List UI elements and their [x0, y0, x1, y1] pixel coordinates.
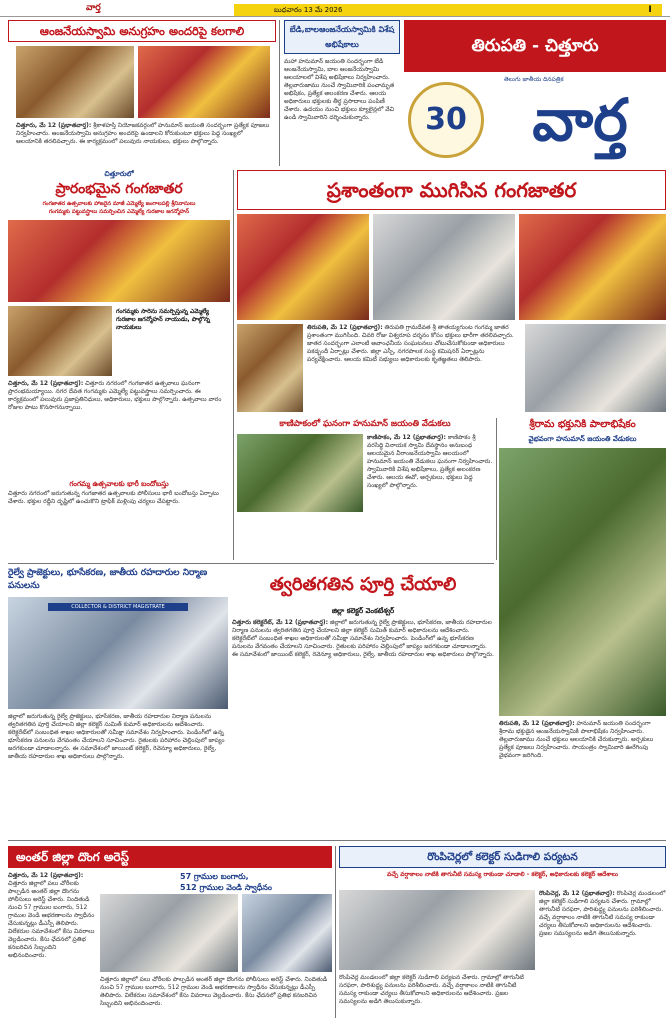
- story-railway: [8, 567, 494, 837]
- headline: కాణిపాకంలో ఘనంగా హనుమాన్ జయంతి వేడుకలు: [279, 419, 451, 429]
- subhead-2: 512 గ్రాముల వెండి స్వాధీనం: [180, 883, 272, 892]
- kicker: చిత్తూరులో: [104, 170, 134, 178]
- story-body: [367, 434, 493, 560]
- headline: ఆంజనేయస్వామి అనుగ్రహం అందరిపై కలగాలి: [39, 24, 245, 38]
- headline: ప్రశాంతంగా ముగిసిన గంగజాతర: [326, 178, 577, 202]
- photo-meeting: [8, 597, 228, 709]
- photo-goddess: [237, 214, 369, 320]
- photo-mla: [8, 306, 112, 376]
- story-thieves: [8, 846, 332, 1018]
- body-text: శ్రీకాళహస్తి నియోజకవర్గంలో హనుమాన్ జయంతి సందర్భంగా ప్రత్యేక పూజలు నిర్వహించారు. ఆంజనేయస్వామి అనుగ్రహం అందరిపై ఉండాలని కోరుకుంటూ భక్తులు పెద్ద సంఖ్యలో ఆలయానికి తరలివచ్చారు. ఈ కార్యక్రమంలో పలువురు నాయకులు, భక్తులు పాల్గొన్నారు.: [16, 122, 270, 145]
- photo-hanuman-right: [138, 46, 270, 118]
- body-text-2: రొంపిచెర్ల మండలంలో జిల్లా కలెక్టర్ సుడిగాలి పర్యటన చేశారు. గ్రామాల్లో తాగునీటి సరఫరా, పారిశుద్ధ్య పనులను పరిశీలించారు. వచ్చే వర్షాకాలం నాటికి తాగునీటి సమస్య రాకుండా చర్యలు తీసుకోవాలని అధికారులను ఆదేశించారు. ప్రజల సమస్యలను అడిగి తెలుసుకున్నారు.: [339, 974, 524, 1005]
- column-rule: [335, 846, 336, 1018]
- body-text-2: చిత్తూరు నగరంలో జరుగుతున్న గంగజాతర ఉత్సవాలకు పోలీసులు భారీ బందోబస్తు ఏర్పాటు చేశారు. భక్తుల రద్దీని దృష్టిలో ఉంచుకొని ట్రాఫిక్ మళ్లింపు చర్యలు చేపట్టారు.: [8, 490, 219, 505]
- body-text: చిత్తూరు నగరంలో గంగజాతర ఉత్సవాలు ఘనంగా ప్రారంభమయ్యాయి. నగర దేవత గంగమ్మకు ఎమ్మెల్యే పట్టువస్త్రాలు సమర్పించారు. ఈ కార్యక్రమంలో పలువురు ప్రజాప్రతినిధులు, అధికారులు, భక్తులు పాల్గొన్నారు. ఉత్సవాలు వారం రోజుల పాటు కొనసాగనున్నాయి.: [8, 380, 222, 411]
- dateline: చిత్తూరు కలెక్టరేట్, మే 12 (ప్రభాతవార్త):: [232, 619, 329, 626]
- story-body: [499, 720, 666, 846]
- anniversary-emblem: [408, 82, 484, 158]
- photo-kanipakam: [237, 434, 363, 512]
- headline-big: త్వరితగతిన పూర్తి చేయాలి: [269, 574, 457, 595]
- bullet-item: గంగమ్మకు పట్టువస్త్రాలు సమర్పించిన ఎమ్మెల్యే గురజాల జగన్మోహన్: [48, 209, 190, 215]
- body-text: హనుమాన్ జయంతి సందర్భంగా శ్రీరామ భక్తుడైన ఆంజనేయస్వామికి పాలాభిషేకం నిర్వహించారు. తెల్లవారుజాము నుంచే భక్తులు ఆలయానికి చేరుకున్నారు. అర్చకులు ప్రత్యేక పూజలు నిర్వహించారు. సాయంత్రం స్వామివారి ఊరేగింపు వైభవంగా జరిగింది.: [499, 720, 654, 759]
- dateline: రొంపిచెర్ల, మే 12 (ప్రభాతవార్త):: [539, 890, 615, 897]
- page-number: I: [638, 4, 662, 16]
- photo-hanuman-statue: [499, 448, 666, 716]
- dateline: కాణిపాకం, మే 12 (ప్రభాతవార్త):: [367, 434, 446, 441]
- story-gangajatara-start: [8, 170, 230, 560]
- story-body: [8, 380, 230, 476]
- photo-collector-visit: [339, 890, 535, 970]
- headline: బేడి,బాలఆంజనేయస్వామికి విశేష అభిషేకాలు: [289, 25, 395, 49]
- column-rule: [279, 20, 280, 166]
- photo-hanuman-left: [16, 46, 134, 118]
- dateline: చిత్తూరు, మే 12 (ప్రభాతవార్త):: [8, 872, 84, 879]
- dateline: చిత్తూరు, మే 12 (ప్రభాతవార్త):: [16, 122, 92, 129]
- story-srirama: [499, 418, 666, 846]
- headline-box: [8, 846, 332, 868]
- body-text: చిత్తూరు జిల్లాలో పలు చోరీలకు పాల్పడిన అంతర్ జిల్లా దొంగను పోలీసులు అరెస్ట్ చేశారు. నిందితుడి నుంచి 57 గ్రాముల బంగారు, 512 గ్రాముల వెండి ఆభరణాలను స్వాధీనం చేసుకున్నట్లు డీఎస్పీ తెలిపారు. విలేకరుల సమావేశంలో కేసు వివరాలు వెల్లడించారు. కేసు ఛేదనలో ప్రతిభ కనబరిచిన సిబ్బందిని అభినందించారు.: [8, 880, 95, 959]
- story-hanuman: [8, 20, 276, 166]
- subhead: వచ్చే వర్షాకాలం నాటికి తాగునీటి సమస్య రాకుండా చూడాలి - కలెక్టర్, అధికారులకు కలెక్టర్ ఆదేశాలు: [386, 871, 618, 878]
- horizontal-rule: [8, 563, 494, 564]
- section-banner: [404, 20, 666, 166]
- headline: రొంపిచెర్లలో కలెక్టర్ సుడిగాలి పర్యటన: [427, 851, 578, 863]
- photo-police: [525, 324, 666, 412]
- masthead-logo: వార్త: [86, 3, 101, 13]
- horizontal-rule: [8, 840, 666, 841]
- subhead-box: [180, 872, 332, 894]
- photo-girl-costume: [519, 214, 666, 320]
- banner-title: తిరుపతి - చిత్తూరు: [471, 36, 599, 56]
- story-collector: [339, 846, 666, 1018]
- story-body: [539, 890, 666, 1018]
- banner-title-bar: [404, 20, 666, 72]
- banner-tagline: తెలుగు జాతీయ దినపత్రిక: [504, 76, 564, 83]
- body-text: కాణిపాకం శ్రీ వరసిద్ధి వినాయక స్వామి దేవస్థానం అనుబంధ ఆలయమైన వీరాంజనేయస్వామి ఆలయంలో హనుమాన్ జయంతి వేడుకలు ఘనంగా నిర్వహించారు. స్వామివారికి విశేష అభిషేకాలు, ప్రత్యేక అలంకరణ చేశారు. ఆలయ ఈవో, అర్చకులు, భక్తులు పెద్ద సంఖ్యలో పాల్గొన్నారు.: [367, 434, 493, 489]
- banner-logo: వార్త: [532, 86, 628, 154]
- headline-box: [339, 846, 666, 868]
- story-body: [16, 122, 270, 166]
- photo-caption: గంగమ్మకు సారెను సమర్పిస్తున్న ఎమ్మెల్యే గురజాల జగన్మోహన్ నాయుడు, పాల్గొన్న నాయకులు: [116, 308, 210, 331]
- headline-big-box: [232, 567, 494, 603]
- story-body: [232, 619, 494, 837]
- bullet-item: గంగజాతర ఉత్సవాలకు హాజరైన మాజీ ఎమ్మెల్యే జంగాలపల్లి శ్రీనివాసులు: [42, 201, 196, 207]
- story-kanipakam: [237, 418, 493, 560]
- headline: ప్రారంభమైన గంగజాతర: [55, 181, 183, 197]
- body-text: తిరుపతి గ్రామదేవత శ్రీ తాతయ్యగుంట గంగమ్మ జాతర ప్రశాంతంగా ముగిసింది. చివరి రోజు విశ్వరూప దర్శనం కోసం భక్తులు భారీగా తరలివచ్చారు. జాతర సందర్భంగా ఎలాంటి అవాంఛనీయ సంఘటనలు చోటుచేసుకోకుండా అధికారులు పకడ్బందీ ఏర్పాట్లు చేశారు. జిల్లా ఎస్పీ, నగరపాలక సంస్థ కమిషనర్ ఏర్పాట్లను పర్యవేక్షించారు. ఆలయ కమిటీ సభ్యులు అధికారులకు కృతజ్ఞతలు తెలిపారు.: [307, 324, 514, 363]
- headline-box: [284, 20, 400, 54]
- photo-gangamma: [8, 220, 230, 302]
- body-text: జిల్లాలో జరుగుతున్న రైల్వే ప్రాజెక్టులు, భూసేకరణ, జాతీయ రహదారుల నిర్మాణ పనులను త్వరితగతిన పూర్తి చేయాలని జిల్లా కలెక్టర్ సుమిత్ కుమార్ అధికారులను ఆదేశించారు. కలెక్టరేట్‌లో సంబంధిత శాఖల అధికారులతో సమీక్షా సమావేశం నిర్వహించారు. పెండింగ్‌లో ఉన్న భూసేకరణ పనులను వేగవంతం చేయాలని సూచించారు. రైతులకు పరిహారం చెల్లింపులో జాప్యం జరగకుండా చూడాలన్నారు. ఈ సమావేశంలో జాయింట్ కలెక్టర్, రెవెన్యూ అధికారులు, రైల్వే, జాతీయ రహదారుల శాఖ అధికారులు పాల్గొన్నారు.: [232, 619, 494, 658]
- dateline: చిత్తూరు, మే 12 (ప్రభాతవార్త):: [8, 380, 84, 387]
- photo-crowd: [373, 214, 515, 320]
- body-text: మహా హనుమాన్ జయంతి సందర్భంగా బేడి ఆంజనేయస్వామి, బాల ఆంజనేయస్వామి ఆలయాలలో విశేష అభిషేకాలు నిర్వహించారు. తెల్లవారుజాము నుంచే స్వామివారికి పంచామృత అభిషేకం, ప్రత్యేక అలంకరణ చేశారు. ఆలయ అధికారులు భక్తులకు తీర్థ ప్రసాదాలు పంపిణీ చేశారు. ఉదయం నుంచి భక్తులు క్యూలైన్లలో వేచి ఉండి స్వామివారిని దర్శించుకున్నారు.: [284, 58, 395, 121]
- headline: అంతర్ జిల్లా దొంగ అరెస్ట్: [16, 850, 129, 864]
- top-strip: [0, 0, 670, 17]
- byline: జిల్లా కలెక్టర్ వెంకటేశ్వర్: [331, 607, 395, 615]
- kicker: వైభవంగా హనుమాన్ జయంతి వేడుకలు: [528, 435, 637, 443]
- photo-idol-small: [237, 324, 303, 412]
- body-text: రొంపిచెర్ల మండలంలో జిల్లా కలెక్టర్ సుడిగాలి పర్యటన చేశారు. గ్రామాల్లో తాగునీటి సరఫరా, పారిశుద్ధ్య పనులను పరిశీలించారు. వచ్చే వర్షాకాలం నాటికి తాగునీటి సమస్య రాకుండా చర్యలు తీసుకోవాలని అధికారులను ఆదేశించారు. ప్రజల సమస్యలను అడిగి తెలుసుకున్నారు.: [539, 890, 666, 937]
- headline: శ్రీరామ భక్తునికి పాలాభిషేకం: [529, 419, 636, 430]
- photo-seized-gold: [242, 894, 332, 972]
- headline-box: [237, 170, 666, 210]
- masthead-date: బుధవారం 13 మే 2026: [234, 4, 638, 16]
- subhead-1: 57 గ్రాముల బంగారు,: [180, 872, 249, 881]
- story-body-left: జిల్లాలో జరుగుతున్న రైల్వే ప్రాజెక్టులు, భూసేకరణ, జాతీయ రహదారుల నిర్మాణ పనులను త్వరితగతిన పూర్తి చేయాలని జిల్లా కలెక్టర్ సుమిత్ కుమార్ అధికారులను ఆదేశించారు. కలెక్టరేట్‌లో సంబంధిత శాఖల అధికారులతో సమీక్షా సమావేశం నిర్వహించారు. పెండింగ్‌లో ఉన్న భూసేకరణ పనులను వేగవంతం చేయాలని సూచించారు. రైతులకు పరిహారం చెల్లింపులో జాప్యం జరగకుండా చూడాలన్నారు. ఈ సమావేశంలో జాయింట్ కలెక్టర్, రెవెన్యూ అధికారులు, రైల్వే, జాతీయ రహదారుల శాఖ అధికారులు పాల్గొన్నారు.: [8, 713, 225, 760]
- headline-small: రైల్వే ప్రాజెక్టులు, భూసేకరణ, జాతీయ రహదారుల నిర్మాణ పనులను: [8, 568, 208, 591]
- bullet-list: [8, 200, 230, 216]
- column-rule: [233, 170, 234, 560]
- anniversary-number: 30: [425, 102, 467, 137]
- headline-box: [8, 20, 276, 42]
- story-body: [307, 324, 521, 412]
- photo-police-press: [100, 894, 238, 972]
- story-bedi: [284, 20, 400, 166]
- story-body: [8, 872, 96, 1018]
- body-text-2: చిత్తూరు జిల్లాలో పలు చోరీలకు పాల్పడిన అంతర్ జిల్లా దొంగను పోలీసులు అరెస్ట్ చేశారు. నిందితుడి నుంచి 57 గ్రాముల బంగారు, 512 గ్రాముల వెండి ఆభరణాలను స్వాధీనం చేసుకున్నట్లు డీఎస్పీ తెలిపారు. విలేకరుల సమావేశంలో కేసు వివరాలు వెల్లడించారు. కేసు ఛేదనలో ప్రతిభ కనబరిచిన సిబ్బందిని అభినందించారు.: [100, 976, 328, 1007]
- dateline: తిరుపతి, మే 12 (ప్రభాతవార్త):: [499, 720, 575, 727]
- photo-sign: COLLECTOR & DISTRICT MAGISTRATE: [48, 603, 188, 611]
- subhead: గంగమ్మ ఉత్సవాలకు భారీ బందోబస్తు: [69, 480, 169, 488]
- column-rule: [496, 418, 497, 560]
- story-gangajatara-end: [237, 170, 666, 414]
- dateline: తిరుపతి, మే 12 (ప్రభాతవార్త):: [307, 324, 383, 331]
